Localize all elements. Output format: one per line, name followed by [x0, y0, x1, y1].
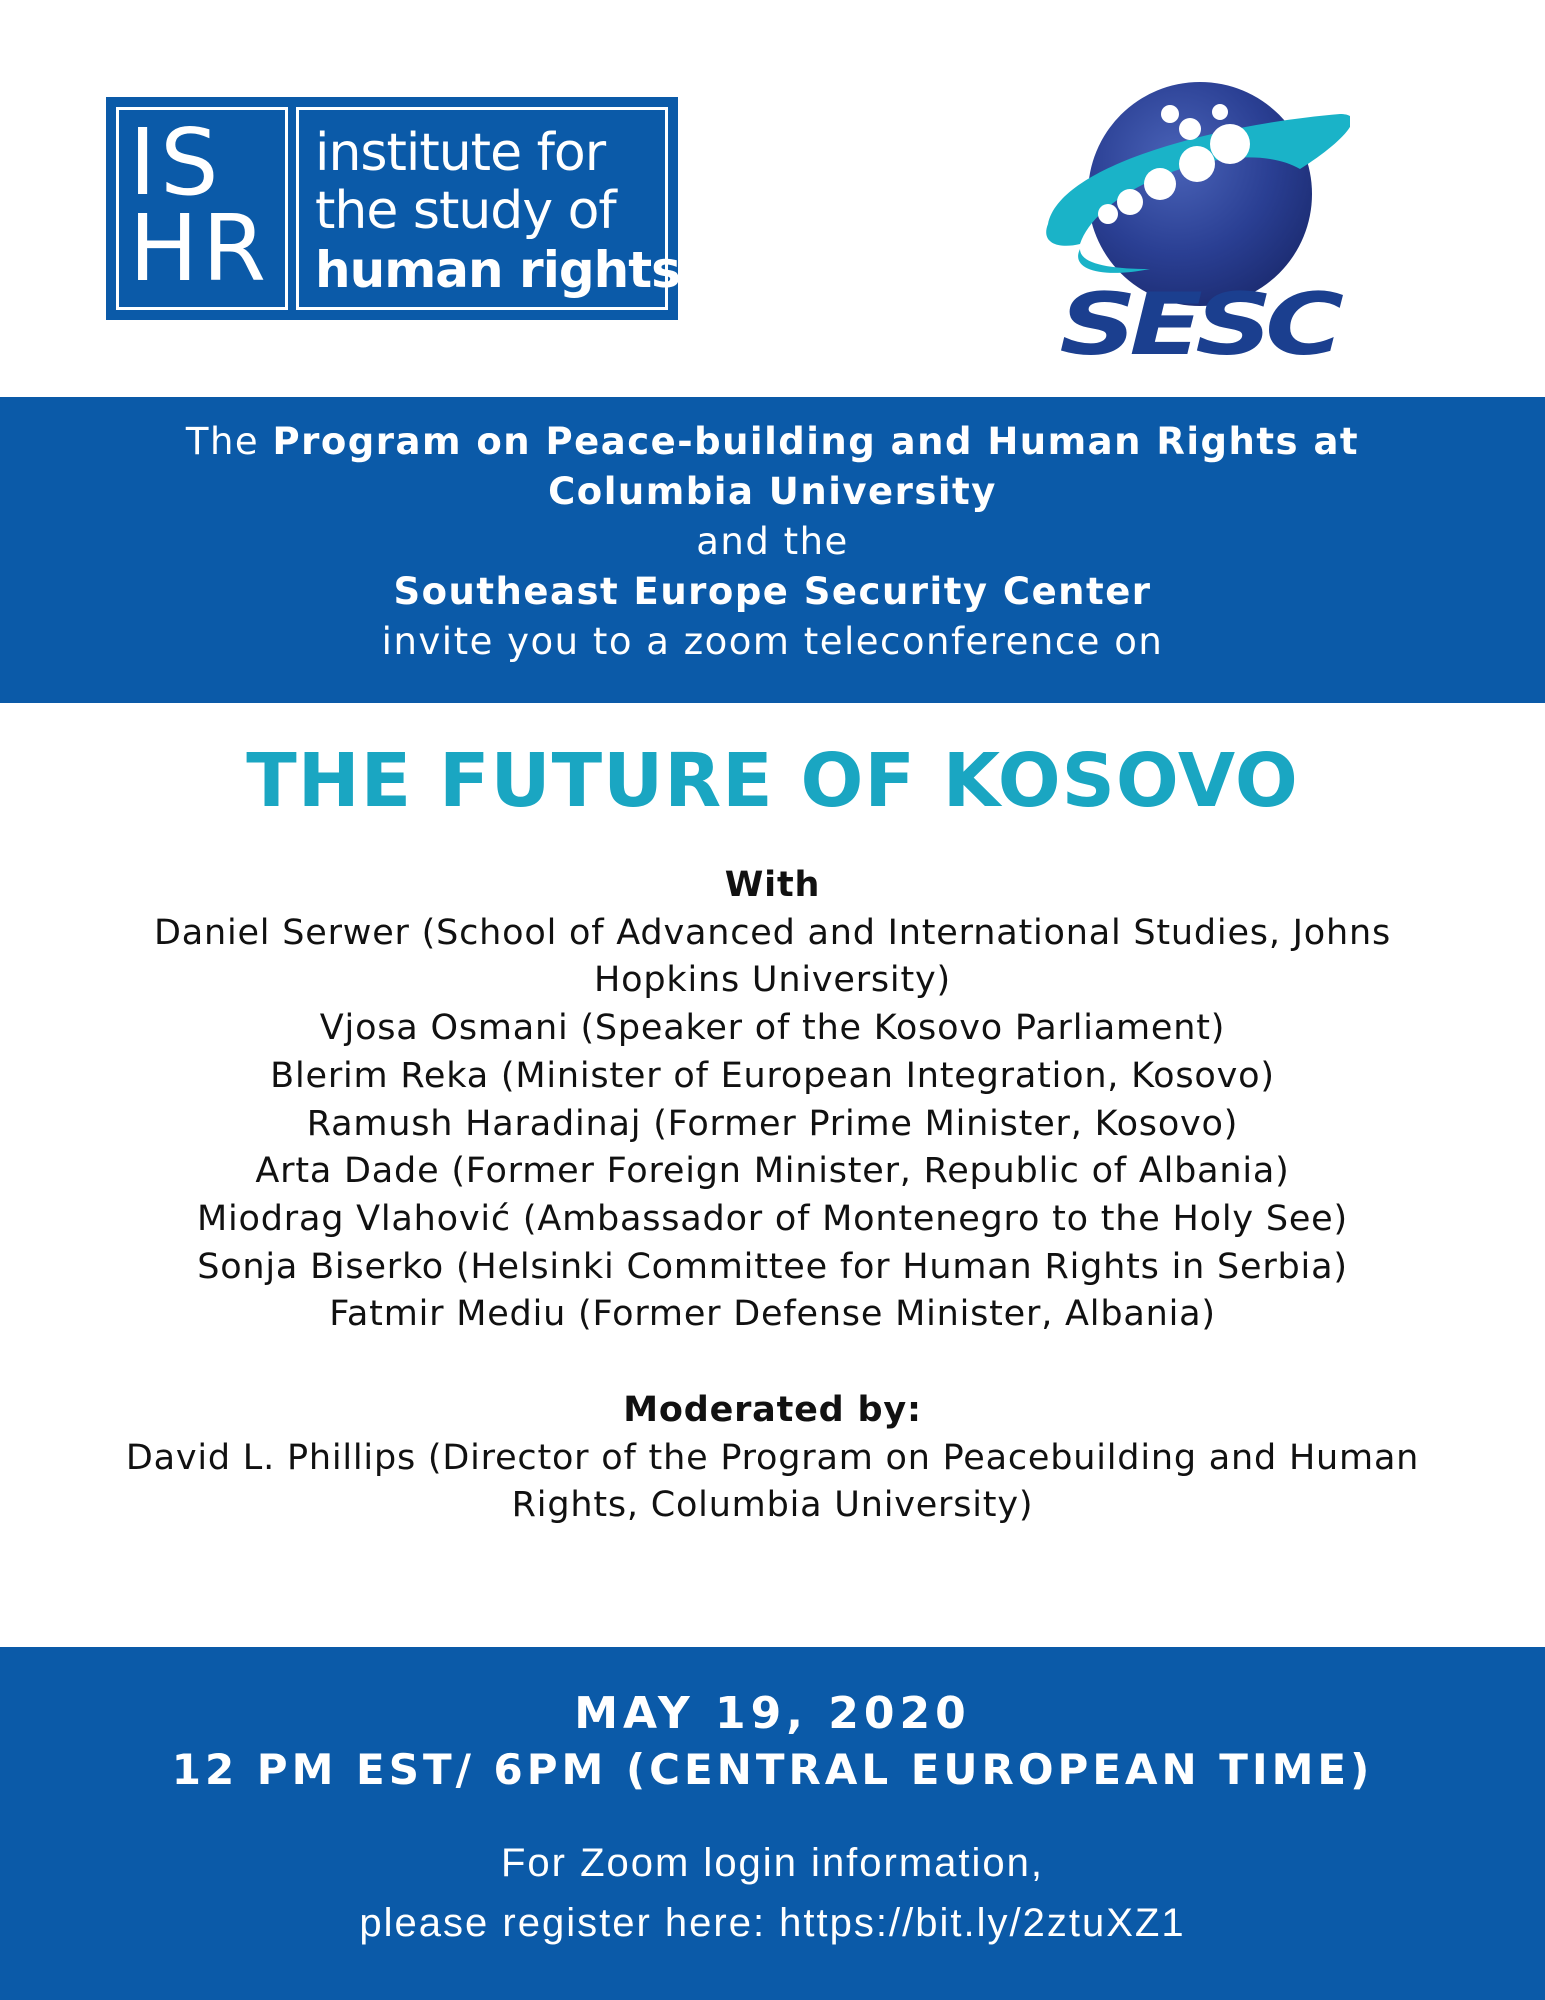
ishr-words-line1: institute for	[315, 123, 606, 183]
sesc-wordmark: SESC	[1059, 275, 1337, 375]
event-details-band	[0, 1647, 1545, 2000]
ishr-logo	[106, 97, 678, 320]
university-name: Columbia University	[548, 470, 997, 513]
speaker-line: Vjosa Osmani (Speaker of the Kosovo Parliament)	[319, 1008, 1226, 1049]
speakers-list	[60, 862, 1485, 1339]
ishr-logo-words	[296, 107, 680, 310]
intro-line-4	[0, 567, 1545, 617]
program-name: Program on Peace-building and Human Rights at	[272, 420, 1360, 463]
speakers-heading: With	[724, 865, 821, 905]
speaker-line: Sonja Biserko (Helsinki Committee for Human Rights in Serbia)	[197, 1246, 1348, 1287]
ishr-logo-letters	[116, 107, 288, 310]
registration-link[interactable]: please register here: https://bit.ly/2ztuXZ1	[359, 1901, 1186, 1945]
intro-band	[0, 397, 1545, 703]
speaker-line: Daniel Serwer (School of Advanced and International Studies, Johns	[153, 912, 1392, 953]
ishr-letters-line1: IS	[129, 109, 223, 216]
speaker-line: Hopkins University)	[594, 960, 951, 1001]
ishr-letters-line2: HR	[129, 195, 271, 302]
moderator-line-2: Rights, Columbia University)	[511, 1485, 1034, 1526]
moderator-line-1: David L. Phillips (Director of the Program on Peacebuilding and Human	[125, 1437, 1420, 1478]
intro-prefix: The	[185, 420, 260, 463]
center-name: Southeast Europe Security Center	[393, 570, 1152, 613]
speaker-line: Miodrag Vlahović (Ambassador of Montenegro to the Holy See)	[197, 1198, 1348, 1239]
speaker-line: Arta Dade (Former Foreign Minister, Republic of Albania)	[255, 1151, 1290, 1192]
speaker-line: Ramush Haradinaj (Former Prime Minister, Kosovo)	[306, 1103, 1239, 1144]
event-title: THE FUTURE OF KOSOVO	[246, 738, 1299, 824]
speaker-line: Fatmir Mediu (Former Defense Minister, Albania)	[329, 1294, 1216, 1335]
moderator-heading: Moderated by:	[623, 1390, 922, 1430]
speaker-line: Blerim Reka (Minister of European Integration, Kosovo)	[270, 1055, 1275, 1096]
intro-line-3: and the	[696, 520, 849, 563]
event-time: 12 PM EST/ 6PM (CENTRAL EUROPEAN TIME)	[171, 1745, 1374, 1794]
ishr-words-line2: the study of	[315, 181, 616, 241]
intro-line-2	[0, 467, 1545, 517]
event-date: MAY 19, 2020	[574, 1688, 971, 1739]
ishr-words-line3: human rights	[315, 241, 680, 299]
intro-line-5: invite you to a zoom teleconference on	[381, 620, 1164, 663]
zoom-info-line: For Zoom login information,	[500, 1841, 1045, 1885]
intro-line-1	[0, 417, 1545, 467]
moderator-section	[60, 1387, 1485, 1530]
